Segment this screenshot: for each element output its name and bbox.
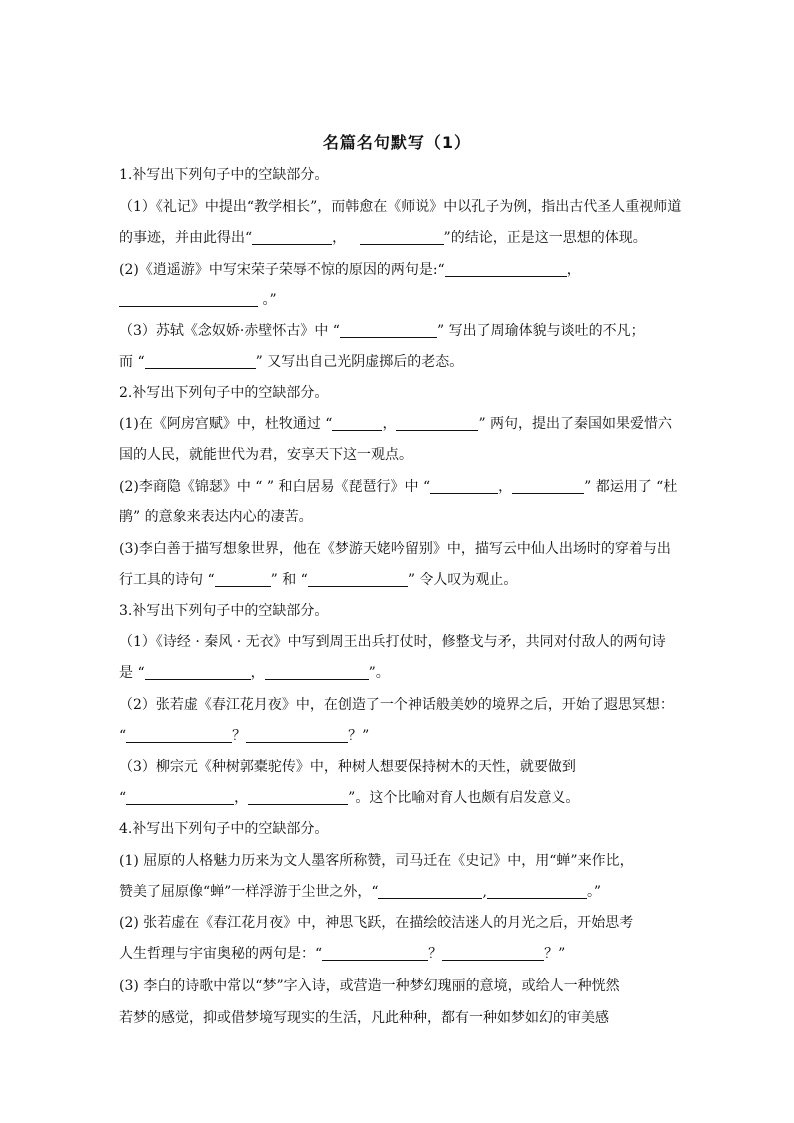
page-title: 名篇名句默写（1） [322, 133, 472, 152]
text-segment: ” 令人叹为观止。 [407, 572, 518, 588]
answer-blank[interactable] [119, 292, 258, 307]
section-4-heading: 4.补写出下列句子中的空缺部分。 [119, 821, 329, 837]
text-segment: ， [250, 665, 265, 681]
text-segment: 。” [262, 292, 277, 308]
text-segment: 的事迹，并由此得出“ [119, 230, 253, 246]
s2-q2-line-b: 鹃” 的意象来表达内心的凄苦。 [119, 509, 313, 525]
s1-q2-line-a [119, 261, 581, 279]
text-segment: ， [332, 230, 347, 246]
text-segment: ” 又写出自己光阴虚掷后的老态。 [255, 354, 464, 370]
section-3-heading: 3.补写出下列句子中的空缺部分。 [119, 603, 329, 619]
answer-blank[interactable] [248, 790, 348, 805]
s1-q2-line-b [119, 291, 277, 309]
text-segment: “ [119, 728, 127, 744]
s3-q2-line-a: （2）张若虚《春江花月夜》中，在创造了一个神话般美妙的境界之后，开始了遐思冥想： [119, 697, 674, 713]
s4-q1-line-a: (1) 屈原的人格魅力历来为文人墨客所称赞，司马迁在《史记》中，用“蝉”来作比， [119, 853, 634, 869]
text-segment: ？” [544, 946, 566, 962]
text-segment: ” 和 “ [270, 572, 308, 588]
s4-q2-line-b [119, 945, 565, 963]
text-segment: (2)李商隐《锦瑟》中 “ ” 和白居易《琵琶行》中 “ [119, 479, 431, 495]
s3-q2-line-b [119, 727, 369, 745]
s1-q3-line-a [119, 322, 645, 340]
text-segment: ”。这个比喻对育人也颇有启发意义。 [348, 790, 580, 806]
answer-blank[interactable] [396, 416, 478, 431]
answer-blank[interactable] [246, 728, 348, 743]
s4-q2-line-a: (2) 张若虚在《春江花月夜》中，神思飞跃，在描绘皎洁迷人的月光之后，开始思考 [119, 915, 634, 931]
s2-q2-line-a [119, 478, 677, 496]
answer-blank[interactable] [322, 946, 428, 961]
text-segment: (1)在《阿房宫赋》中，杜牧通过 “ [119, 416, 333, 432]
answer-blank[interactable] [487, 884, 587, 899]
text-segment: ， [566, 262, 581, 278]
answer-blank[interactable] [445, 262, 567, 277]
text-segment: ？ [428, 946, 443, 962]
text-segment: ” 写出了周瑜体貌与谈吐的不凡； [436, 323, 645, 339]
answer-blank[interactable] [126, 728, 232, 743]
answer-blank[interactable] [145, 354, 256, 369]
s4-q1-line-b [119, 883, 601, 901]
text-segment: ， [234, 790, 249, 806]
text-segment: ， [498, 479, 513, 495]
s2-q3-line-b [119, 571, 517, 589]
s1-q1-line-a: （1）《礼记》中提出“教学相长”，而韩愈在《师说》中以孔子为例，指出古代圣人重视师道 [119, 199, 682, 215]
answer-blank[interactable] [360, 230, 444, 245]
s3-q3-line-a: （3）柳宗元《种树郭橐驼传》中，种树人想要保持树木的天性，就要做到 [119, 759, 576, 775]
s2-q1-line-b: 国的人民，就能世代为君，安享天下这一观点。 [119, 447, 413, 463]
section-1-heading: 1.补写出下列句子中的空缺部分。 [119, 167, 329, 183]
answer-blank[interactable] [340, 323, 437, 338]
section-2-heading: 2.补写出下列句子中的空缺部分。 [119, 385, 329, 401]
text-segment: 赞美了屈原像“蝉”一样浮游于尘世之外，“ [119, 884, 379, 900]
answer-blank[interactable] [430, 479, 498, 494]
text-segment: （3）苏轼《念奴娇·赤壁怀古》中 “ [119, 323, 340, 339]
text-segment: , [482, 884, 487, 900]
answer-blank[interactable] [378, 884, 482, 899]
text-segment: ， [382, 416, 397, 432]
answer-blank[interactable] [308, 572, 408, 587]
s4-q3-line-b: 若梦的感觉，抑或借梦境写现实的生活，凡此种种，都有一种如梦如幻的审美感 [119, 1010, 609, 1026]
answer-blank[interactable] [442, 946, 544, 961]
s1-q3-line-b [119, 353, 463, 371]
s1-q1-line-b [119, 229, 647, 247]
text-segment: ” 两句，提出了秦国如果爱惜六 [478, 416, 673, 432]
text-segment: ”。 [368, 665, 390, 681]
text-segment: ？” [348, 728, 370, 744]
text-segment: ” 都运用了 “杜 [584, 479, 678, 495]
text-segment: 而 “ [119, 354, 145, 370]
answer-blank[interactable] [126, 790, 234, 805]
answer-blank[interactable] [265, 665, 369, 680]
s2-q3-line-a: (3)李白善于描写想象世界，他在《梦游天姥吟留别》中，描写云中仙人出场时的穿着与出 [119, 541, 671, 557]
text-segment: “ [119, 790, 127, 806]
text-segment: ？ [232, 728, 247, 744]
answer-blank[interactable] [145, 665, 251, 680]
text-segment: 是 “ [119, 665, 145, 681]
text-segment: 行工具的诗句 “ [119, 572, 215, 588]
s3-q1-line-a: （1）《诗经 · 秦风 · 无衣》中写到周王出兵打仗时，修整戈与矛，共同对付敌人的两句诗 [119, 634, 666, 650]
answer-blank[interactable] [215, 572, 271, 587]
answer-blank[interactable] [332, 416, 382, 431]
text-segment: (2)《逍遥游》中写宋荣子荣辱不惊的原因的两句是:“ [119, 262, 445, 278]
s2-q1-line-a [119, 415, 672, 433]
text-segment: ”的结论，正是这一思想的体现。 [443, 230, 647, 246]
text-segment: 。” [586, 884, 602, 900]
answer-blank[interactable] [512, 479, 584, 494]
s3-q3-line-b [119, 789, 579, 807]
text-segment: 人生哲理与宇宙奥秘的两句是：“ [119, 946, 323, 962]
s3-q1-line-b [119, 664, 390, 682]
s4-q3-line-a: (3) 李白的诗歌中常以“梦”字入诗，或营造一种梦幻瑰丽的意境，或给人一种恍然 [119, 978, 620, 994]
answer-blank[interactable] [252, 230, 332, 245]
